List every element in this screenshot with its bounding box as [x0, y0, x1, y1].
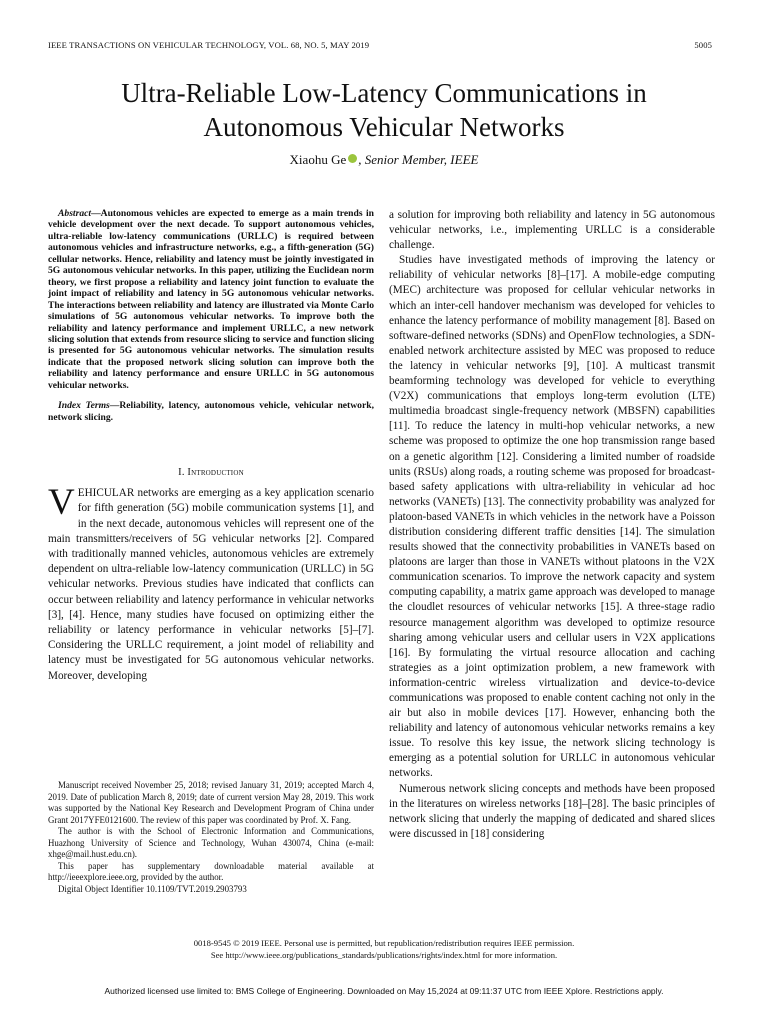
- footnotes: [48, 780, 374, 895]
- intro-text: EHICULAR networks are emerging as a key application scenario for fifth generation (5G) mobile communication systems [1], and in the next decade, autonomous vehicles will represent one of the main transmitters/receivers of 5G vehicular networks [2]. Compared with traditionally manned vehicles, autonomous vehicles are extremely dependent on ultra-reliable low-latency communication (URLLC) in 5G vehicular networks. Previous studies have indicated that conflicts can occur between reliability and latency performance in vehicular networks [3], [4]. Hence, many studies have focused on optimizing either the reliability or latency performance in vehicular networks [5]–[7]. Considering the URLLC requirement, a joint model of reliability and latency must be investigated for 5G autonomous vehicular networks. Moreover, developing: [48, 487, 374, 682]
- index-terms-text: —Reliability, latency, autonomous vehicle, vehicular network, network slicing.: [48, 400, 374, 423]
- left-column: [48, 208, 374, 684]
- author-name: Xiaohu Ge: [289, 152, 347, 167]
- title-line-2: Autonomous Vehicular Networks: [203, 112, 565, 142]
- drop-cap: V: [48, 482, 75, 524]
- section-title: Introduction: [187, 467, 244, 479]
- right-paragraph-3: Numerous network slicing concepts and methods have been proposed in the literatures on wireless networks [18]–[28]. The basic principles of network slicing that underly the mapping of dedicated and shared slices were discussed in [18] considering: [389, 782, 715, 840]
- page-number: 5005: [694, 40, 712, 50]
- footnote-manuscript: Manuscript received November 25, 2018; revised January 31, 2019; accepted March 4, 2019. Date of publication March 8, 2019; date of current version May 28, 2019. This work was supported by the National Key Research and Development Program of China under Grant 2017YFE0121600. The review of this paper was coordinated by Prof. X. Fang.: [48, 780, 374, 825]
- section-number: I.: [178, 467, 188, 479]
- journal-name: IEEE TRANSACTIONS ON VEHICULAR TECHNOLOGY, VOL. 68, NO. 5, MAY 2019: [48, 40, 370, 50]
- author-line: [0, 152, 768, 168]
- abstract: [48, 208, 374, 391]
- right-paragraph-1: a solution for improving both reliability and latency in 5G autonomous vehicular networks, i.e., implementing URLLC is a considerable challenge.: [389, 209, 715, 252]
- license-notice: Authorized licensed use limited to: BMS College of Engineering. Downloaded on May 15,2024 at 09:11:37 UTC from IEEE Xplore. Restrictions apply.: [104, 986, 664, 996]
- title-line-1: Ultra-Reliable Low-Latency Communications in: [121, 78, 647, 108]
- orcid-icon[interactable]: [348, 154, 357, 163]
- copyright-line-1: 0018-9545 © 2019 IEEE. Personal use is permitted, but republication/redistribution requires IEEE permission.: [193, 938, 575, 948]
- footnote-supplementary: This paper has supplementary downloadable material available at http://ieeexplore.ieee.org, provided by the author.: [48, 860, 374, 882]
- right-column: [389, 208, 715, 842]
- abstract-lead: Abstract: [58, 208, 92, 219]
- running-head: [48, 40, 712, 50]
- section-heading-introduction: [48, 467, 374, 480]
- copyright-notice: [0, 938, 768, 961]
- abstract-text: —Autonomous vehicles are expected to emerge as a main trends in vehicle development over the next decade. To support autonomous vehicles, ultra-reliable low-latency communications (URLLC) is required between autonomous vehicles and infrastructure networks, e.g., a fifth-generation (5G) cellular networks. Hence, reliability and latency must be jointly investigated in 5G autonomous vehicular networks. In this paper, utilizing the Euclidean norm theory, we first propose a reliability and latency joint function to evaluate the joint impact of reliability and latency in 5G autonomous vehicular networks. The interactions between reliability and latency are illustrated via Monte Carlo simulations of 5G autonomous vehicular networks. To improve both the reliability and latency performance and implement URLLC, a new network slicing solution that extends from resource slicing to service and function slicing is presented for 5G autonomous vehicular networks. The simulation results indicate that the proposed network slicing solution can improve both the reliability and latency performance and ensure URLLC in 5G autonomous vehicular networks.: [48, 208, 374, 391]
- index-terms: [48, 400, 374, 423]
- copyright-line-2: See http://www.ieee.org/publications_standards/publications/rights/index.html for more information.: [210, 949, 558, 960]
- paper-title: [30, 76, 738, 144]
- right-paragraph-2: Studies have investigated methods of improving the latency or reliability of vehicular networks [8]–[17]. A mobile-edge computing (MEC) architecture was proposed for cellular vehicular networks in which an inter-cell handover mechanism was developed for vehicles to enhance the latency performance of mobility management [8]. Based on software-defined networks (SDNs) and OpenFlow technologies, a SDN-enabled network architecture assisted by MEC was proposed to reduce the latency in vehicular networks [9], [10]. A multicast transmit beamforming technology was developed for vehicle to everything (V2X) communications that employs long-term evolution (LTE) multimedia broadcast single-frequency network (MBSFN) capabilities [11]. To reduce the latency in multi-hop vehicular networks, a new scheme was proposed to optimize the one hop transmission range based on a genetic algorithm [12]. Considering a limited number of roadside units (RSUs) along roads, a routing scheme was proposed for broadcast-based safety applications with ultra-reliability in vehicular ad hoc networks (VANETs) [13]. The connectivity probability was analyzed for platoon-based VANETs in which vehicles in the network have a Poisson distribution considering different traffic densities [14]. The simulation results showed that the connectivity probabilities in VANETs based on platoons are larger than those in VANETs without platoons in the V2X communication scenarios. To improve the network capacity and system computing capability, a matrix game approach was developed to manage the cloudlet resources of vehicular networks [15]. A three-stage radio resource management algorithm was developed to optimize resource sharing among vehicular users and cellular users in V2X applications [16]. By formulating the virtual resource allocation and caching strategies as a joint optimization problem, a new framework with information-centric wireless virtualization and device-to-device communications was proposed to enable content caching not only in the air but also in mobile devices [17]. However, enhancing both the reliability and latency of autonomous vehicular networks remains a key issue. To resolve this key issue, the network slicing technology is emerging as a potential solution for URLLC in autonomous vehicular networks.: [389, 254, 715, 780]
- intro-paragraph: [48, 482, 374, 684]
- index-terms-lead: Index Terms: [58, 400, 110, 412]
- footnote-doi: Digital Object Identifier 10.1109/TVT.2019.2903793: [58, 883, 247, 894]
- author-role: , Senior Member, IEEE: [358, 152, 479, 167]
- footnote-affiliation: The author is with the School of Electronic Information and Communications, Huazhong University of Science and Technology, Wuhan 430074, China (e-mail: xhge@mail.hust.edu.cn).: [48, 826, 374, 859]
